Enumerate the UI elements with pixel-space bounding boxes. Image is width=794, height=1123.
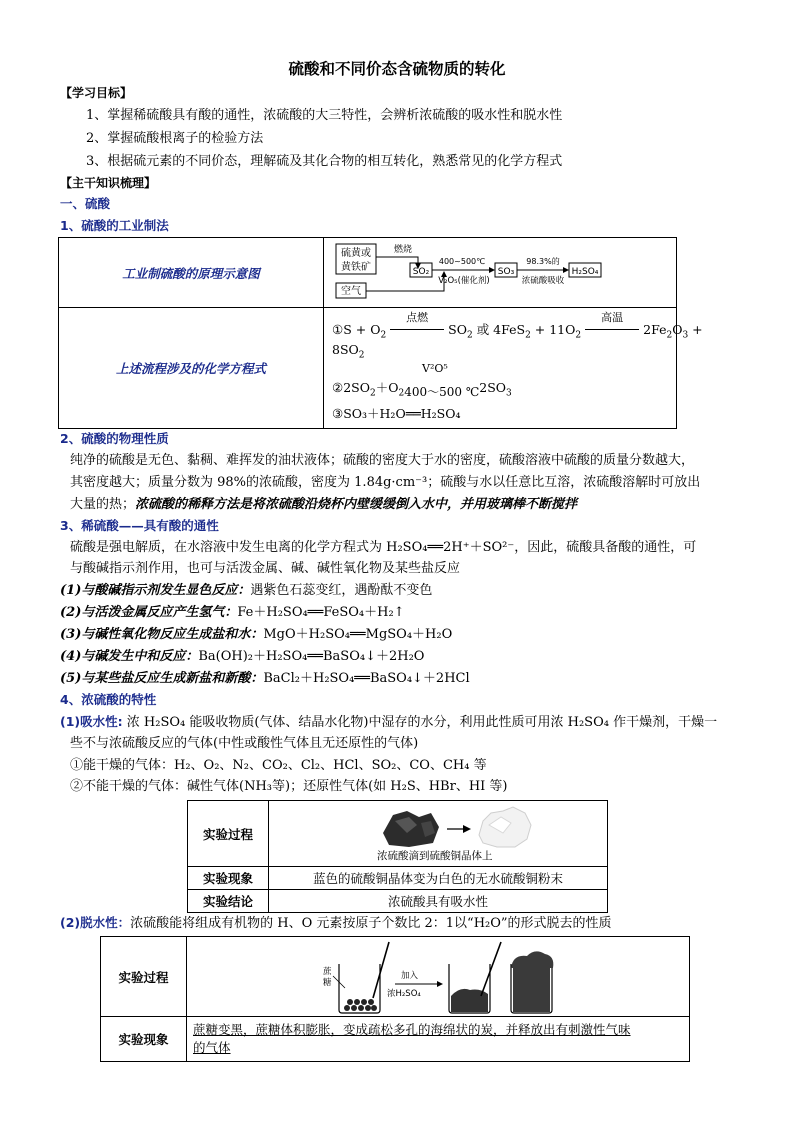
main-knowledge-heading: 【主干知识梳理】 — [60, 176, 157, 190]
equation-2-catalyst: V²O⁵ — [422, 362, 448, 375]
dilute-item-5: (5)与某些盐反应生成新盐和新酸：BaCl₂＋H₂SO₄══BaSO₄↓＋2HCl — [60, 671, 470, 686]
absorb-conclusion-value: 浓硫酸具有吸水性 — [269, 890, 608, 913]
absorb-line-1: (1)吸水性: 浓 H₂SO₄ 能吸收物质(气体、结晶水化物)中湿存的水分，利用此性质可用浓 H₂SO₄ 作干燥剂，干燥一 — [60, 714, 718, 730]
sugar-label-1: 蔗 — [323, 967, 332, 977]
dilute-line-1: 硫酸是强电解质，在水溶液中发生电离的化学方程式为 H₂SO₄══2H⁺＋SO²⁻，因此，硫酸具备酸的通性，可 — [70, 540, 697, 555]
page-title: 硫酸和不同价态含硫物质的转化 — [288, 60, 506, 78]
copper-sulfate-crystal-image — [379, 803, 579, 853]
dilute-line-2: 与酸碱指示剂作用，也可与活泼金属、碱、碱性氧化物及某些盐反应 — [70, 561, 461, 576]
goal-item-1: 1、掌握稀硫酸具有酸的通性，浓硫酸的大三特性，会辨析浓硫酸的吸水性和脱水性 — [86, 108, 563, 123]
absorb-image-caption: 浓硫酸滴到硫酸铜晶体上 — [377, 850, 493, 862]
dehydrate-process-label: 实验过程 — [101, 937, 187, 1017]
physical-line-3: 大量的热；浓硫酸的稀释方法是将浓硫酸沿烧杯内壁缓缓倒入水中，并用玻璃棒不断搅拌 — [70, 497, 578, 512]
sugar-label-2: 糖 — [323, 978, 332, 988]
diagram-source-1: 硫黄或 — [341, 248, 371, 259]
dilution-method: 浓硫酸的稀释方法是将浓硫酸沿烧杯内壁缓缓倒入水中，并用玻璃棒不断搅拌 — [135, 497, 578, 512]
absorb-phenomenon-label: 实验现象 — [188, 867, 269, 890]
absorb-cannot-dry: ②不能干燥的气体：碱性气体(NH₃等)；还原性气体(如 H₂S、HBr、HI 等) — [70, 779, 508, 794]
dehydrate-experiment-table — [100, 936, 690, 1062]
diagram-so3: SO₃ — [497, 267, 515, 277]
dilute-item-2: (2)与活泼金属反应产生氢气：Fe＋H₂SO₄══FeSO₄＋H₂↑ — [60, 605, 405, 620]
equation-1: ①S + $O_2$ 点燃 $SO_2$ 或 $4FeS_2 + 11O_2$ 高温 $2Fe_2O_3$ + — [332, 311, 703, 341]
industry-row1-label: 工业制硫酸的原理示意图 — [59, 238, 324, 308]
section-heading-sulfuric-acid: 一、硫酸 — [60, 196, 111, 211]
subsection-concentrated-acid: 4、浓硫酸的特性 — [60, 692, 157, 707]
industry-diagram-cell — [324, 238, 677, 308]
dehydrate-phenomenon-value: 蔗糖变黑，蔗糖体积膨胀，变成疏松多孔的海绵状的炭，并释放出有刺激性气味 的气体 — [187, 1017, 690, 1062]
diagram-absorb-2: 浓硫酸吸收 — [521, 276, 565, 286]
absorb-experiment-table — [187, 800, 608, 913]
diagram-absorb-1: 98.3%的 — [526, 257, 560, 266]
dehydrate-line: (2)脱水性：浓硫酸能将组成有机物的 H、O 元素按原子个数比 2：1以“H₂O”的形式脱去的性质 — [60, 915, 612, 931]
subsection-industrial-production: 1、硫酸的工业制法 — [60, 218, 169, 233]
add-label: 加入 — [401, 971, 419, 981]
acid-label: 浓H₂SO₄ — [387, 989, 421, 999]
absorb-can-dry: ①能干燥的气体：H₂、O₂、N₂、CO₂、Cl₂、HCl、SO₂、CO、CH₄ 等 — [70, 758, 487, 773]
dehydrate-phenomenon-label: 实验现象 — [101, 1017, 187, 1062]
dehydrate-process-cell — [187, 937, 690, 1017]
absorb-line-2: 些不与浓硫酸反应的气体(中性或酸性气体且无还原性的气体) — [70, 736, 419, 751]
subsection-dilute-acid: 3、稀硫酸——具有酸的通性 — [60, 518, 219, 533]
industry-table — [58, 237, 703, 429]
diagram-catalyst: V₂O₅(催化剂) — [438, 276, 490, 286]
dilute-item-3: (3)与碱性氧化物反应生成盐和水：MgO＋H₂SO₄══MgSO₄＋H₂O — [60, 627, 453, 642]
absorb-phenomenon-value: 蓝色的硫酸铜晶体变为白色的无水硫酸铜粉末 — [269, 867, 608, 890]
physical-line-1: 纯净的硫酸是无色、黏稠、难挥发的油状液体；硫酸的密度大于水的密度，硫酸溶液中硫酸的质量分数越大， — [70, 453, 695, 468]
diagram-source-2: 黄铁矿 — [341, 262, 371, 273]
industry-flow-diagram — [326, 239, 680, 307]
equation-cell — [324, 308, 703, 429]
equation-2: $②2SO_2+O_2400\sim 500$ $℃2SO_3$ — [332, 380, 512, 399]
equation-1-cont: $8SO_2$ — [332, 342, 365, 361]
study-goals-heading: 【学习目标】 — [60, 86, 133, 100]
condition-high-temp: 高温 — [601, 311, 624, 324]
absorb-process-label: 实验过程 — [188, 801, 269, 867]
goal-item-2: 2、掌握硫酸根离子的检验方法 — [86, 131, 264, 146]
equation-3: ③SO₃＋H₂O══H₂SO₄ — [332, 406, 461, 421]
sugar-dehydration-image — [315, 938, 575, 1016]
physical-line-2: 其密度越大；质量分数为 98%的浓硫酸，密度为 1.84g·cm⁻³；硫酸与水以任意比互溶，浓硫酸溶解时可放出 — [70, 475, 701, 490]
goal-item-3: 3、根据硫元素的不同价态，理解硫及其化合物的相互转化，熟悉常见的化学方程式 — [86, 154, 563, 169]
dilute-item-1: (1)与酸碱指示剂发生显色反应：遇紫色石蕊变红，遇酚酞不变色 — [60, 583, 433, 598]
diagram-so2: SO₂ — [412, 267, 430, 277]
industry-row2-label: 上述流程涉及的化学方程式 — [59, 308, 324, 429]
diagram-product: H₂SO₄ — [571, 267, 599, 277]
diagram-burn: 燃烧 — [394, 245, 413, 255]
absorb-process-cell — [269, 801, 608, 867]
absorb-conclusion-label: 实验结论 — [188, 890, 269, 913]
dilute-item-4: (4)与碱发生中和反应：Ba(OH)₂＋H₂SO₄══BaSO₄↓＋2H₂O — [60, 649, 425, 664]
subsection-physical-properties: 2、硫酸的物理性质 — [60, 431, 169, 446]
condition-ignite: 点燃 — [406, 311, 429, 324]
diagram-air: 空气 — [341, 286, 361, 297]
diagram-temp: 400~500℃ — [438, 257, 486, 266]
